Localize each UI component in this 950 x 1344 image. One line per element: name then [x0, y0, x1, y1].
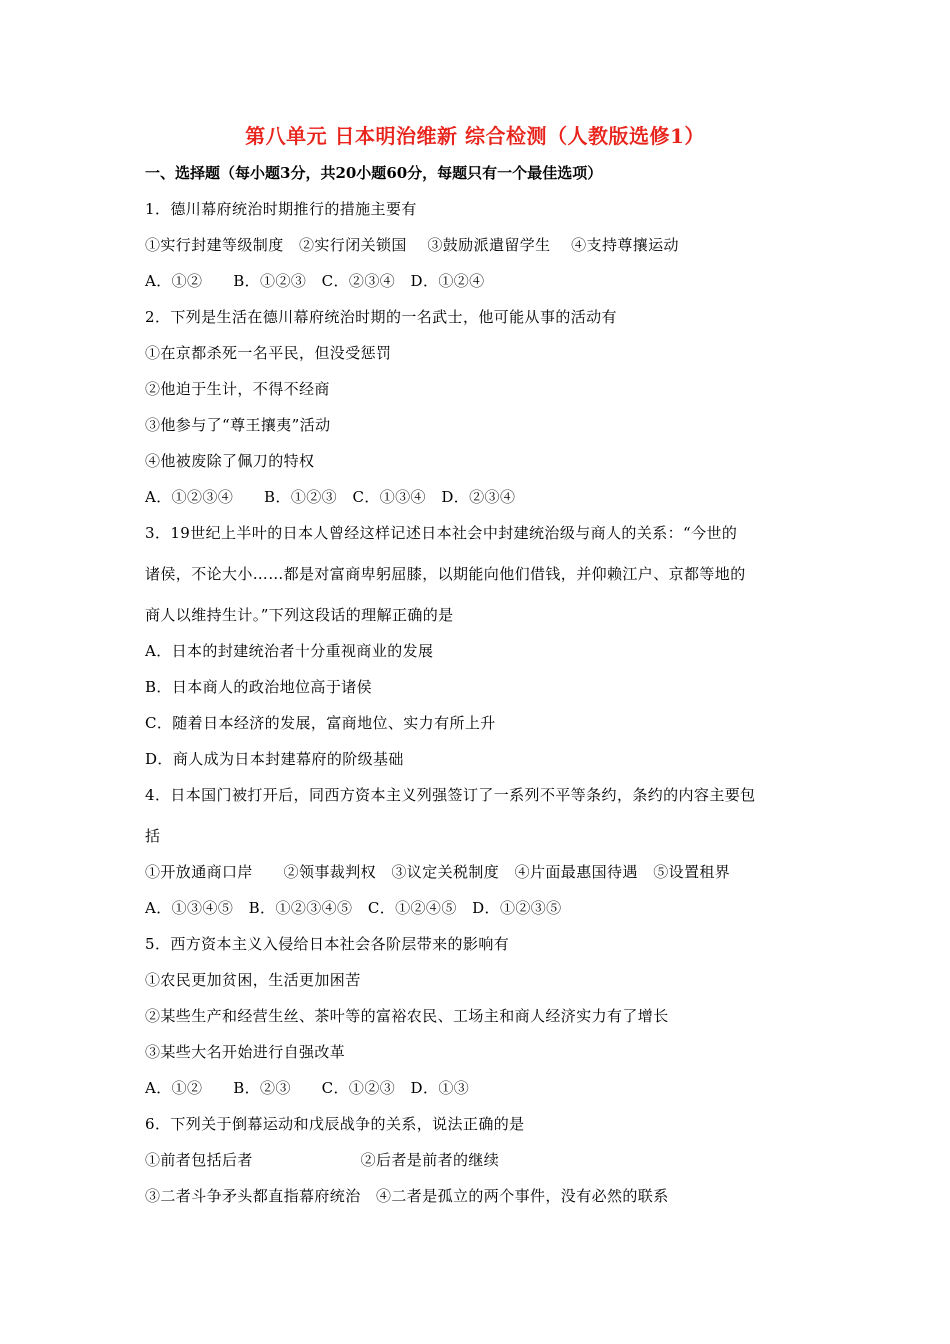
question-1-stem: 1．德川幕府统治时期推行的措施主要有: [145, 200, 417, 218]
question-5-item-1: ①农民更加贫困，生活更加困苦: [145, 971, 361, 989]
document-title: 第八单元 日本明治维新 综合检测（人教版选修1）: [245, 124, 705, 148]
question-6-items-row-2: ③二者斗争矛头都直指幕府统治 ④二者是孤立的两个事件，没有必然的联系: [145, 1187, 669, 1205]
question-2-stem: 2．下列是生活在德川幕府统治时期的一名武士，他可能从事的活动有: [145, 308, 617, 326]
question-6-items-row-1: ①前者包括后者 ②后者是前者的继续: [145, 1151, 500, 1169]
question-3-option-b: B．日本商人的政治地位高于诸侯: [145, 678, 373, 696]
question-5-stem: 5．西方资本主义入侵给日本社会各阶层带来的影响有: [145, 935, 510, 953]
question-2-item-3: ③他参与了“尊王攘夷”活动: [145, 416, 331, 434]
question-1-options: A．①② B．①②③ C．②③④ D．①②④: [145, 272, 485, 290]
section-heading: 一、选择题（每小题3分，共20小题60分，每题只有一个最佳选项）: [145, 164, 603, 182]
question-4-options: A．①③④⑤ B．①②③④⑤ C．①②④⑤ D．①②③⑤: [145, 899, 562, 917]
question-3-option-c: C．随着日本经济的发展，富商地位、实力有所上升: [145, 714, 496, 732]
question-1-items: ①实行封建等级制度 ②实行闭关锁国 ③鼓励派遣留学生 ④支持尊攘运动: [145, 236, 679, 254]
question-2-item-1: ①在京都杀死一名平民，但没受惩罚: [145, 344, 392, 362]
question-3-stem-line-2: 诸侯，不论大小……都是对富商卑躬屈膝，以期能向他们借钱，并仰赖江户、京都等地的: [145, 565, 746, 583]
question-5-item-3: ③某些大名开始进行自强改革: [145, 1043, 346, 1061]
question-6-stem: 6．下列关于倒幕运动和戊辰战争的关系，说法正确的是: [145, 1115, 525, 1133]
question-3-option-a: A．日本的封建统治者十分重视商业的发展: [145, 642, 434, 660]
question-3-stem-line-3: 商人以维持生计。”下列这段话的理解正确的是: [145, 606, 454, 624]
question-5-options: A．①② B．②③ C．①②③ D．①③: [145, 1079, 470, 1097]
question-4-stem-line-1: 4．日本国门被打开后，同西方资本主义列强签订了一系列不平等条约，条约的内容主要包: [145, 786, 756, 804]
question-4-items: ①开放通商口岸 ②领事裁判权 ③议定关税制度 ④片面最惠国待遇 ⑤设置租界: [145, 863, 731, 881]
question-2-options: A．①②③④ B．①②③ C．①③④ D．②③④: [145, 488, 516, 506]
question-3-stem-line-1: 3．19世纪上半叶的日本人曾经这样记述日本社会中封建统治级与商人的关系：“今世的: [145, 524, 738, 542]
question-2-item-2: ②他迫于生计，不得不经商: [145, 380, 330, 398]
question-2-item-4: ④他被废除了佩刀的特权: [145, 452, 315, 470]
question-3-option-d: D．商人成为日本封建幕府的阶级基础: [145, 750, 404, 768]
question-5-item-2: ②某些生产和经营生丝、茶叶等的富裕农民、工场主和商人经济实力有了增长: [145, 1007, 669, 1025]
question-4-stem-line-2: 括: [145, 827, 161, 845]
